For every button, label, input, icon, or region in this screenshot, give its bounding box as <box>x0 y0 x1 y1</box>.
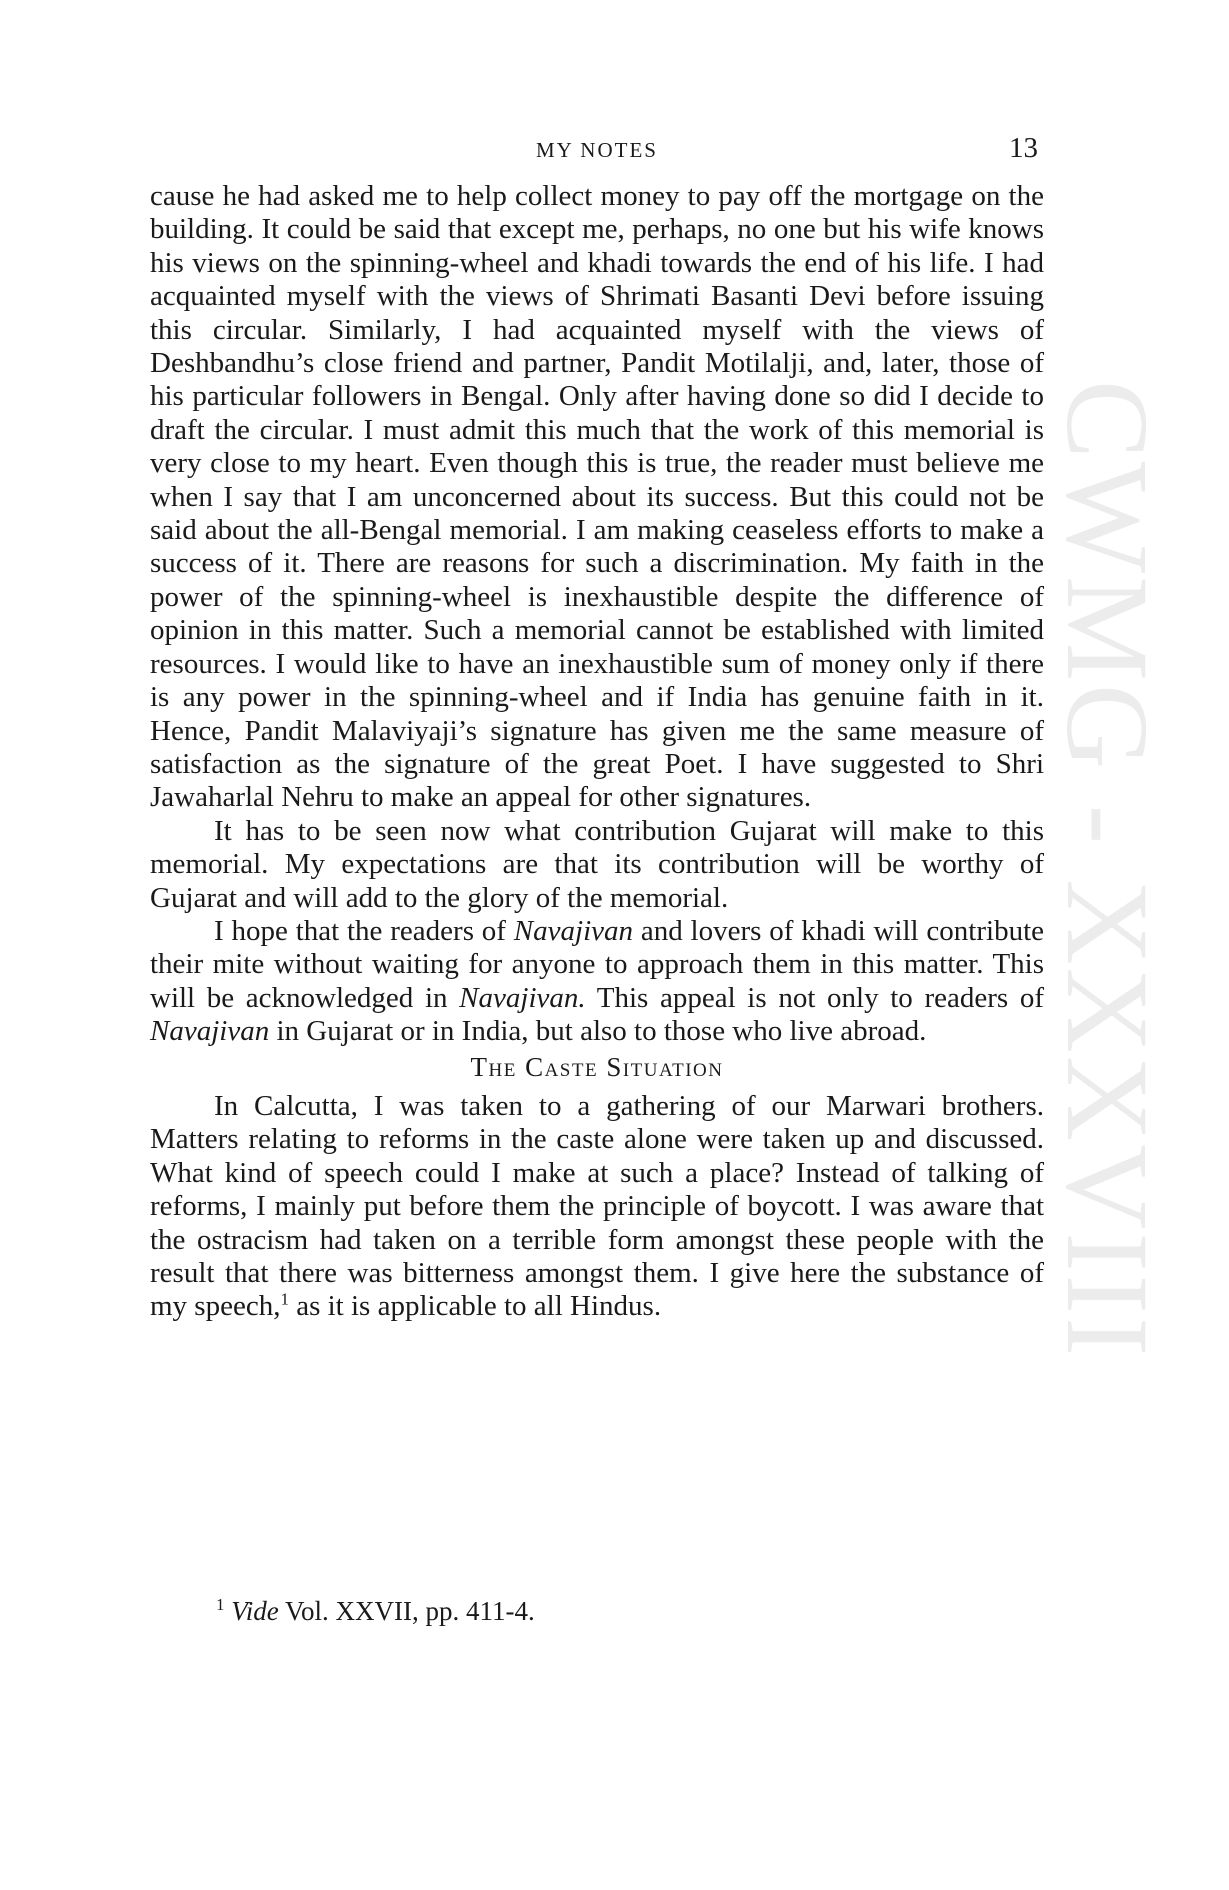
appeal-text-1: I hope that the readers of <box>214 914 514 947</box>
running-head <box>150 132 1044 172</box>
navajivan-title-3: Navajivan <box>150 1015 270 1048</box>
paragraph-caste-situation <box>150 1090 1044 1324</box>
page-number: 13 <box>1009 132 1038 164</box>
caste-text-tail: as it is applicable to all Hindus. <box>288 1290 662 1323</box>
appeal-text-3: This appeal is not only to readers of <box>585 981 1044 1014</box>
footnote <box>216 1596 535 1627</box>
appeal-text-4: in Gujarat or in India, but also to those who live abroad. <box>269 1015 927 1048</box>
footnote-vide: Vide <box>231 1596 279 1626</box>
footnote-citation: Vol. XXVII, pp. 411-4. <box>278 1596 535 1626</box>
watermark-text: CWMG - XXXVIII <box>1042 380 1173 1360</box>
footnote-marker: 1 <box>216 1595 225 1614</box>
paragraph-memorial-continuation: cause he had asked me to help collect money to pay off the mortgage on the building. It could be said that except me, perhaps, no one but his wife knows his views on the spinning-wheel and khadi towards the end of his life. I had acquainted myself with the views of Shrimati Basanti Devi before issuing this circular. Similarly, I had acquainted myself with the views of Deshbandhu’s close friend and partner, Pandit Motilalji, and, later, those of his particular followers in Bengal. Only after having done so did I decide to draft the circular. I must admit this much that the work of this memorial is very close to my heart. Even though this is true, the reader must believe me when I say that I am unconcerned about its success. But this could not be said about the all-Bengal memorial. I am making ceaseless efforts to make a success of it. There are reasons for such a discrimination. My faith in the power of the spinning-wheel is inexhaustible despite the difference of opinion in this matter. Such a memorial cannot be established with limited resources. I would like to have an inexhaustible sum of money only if there is any power in the spinning-wheel and if India has genuine faith in it. Hence, Pandit Malaviyaji’s signature has given me the same measure of satisfaction as the signature of the great Poet. I have suggested to Shri Jawaharlal Nehru to make an appeal for other signatures. <box>150 180 1044 814</box>
watermark <box>1042 380 1180 1520</box>
section-heading: The Caste Situation <box>470 1051 724 1082</box>
body-text <box>150 180 1044 1324</box>
caste-text: In Calcutta, I was taken to a gathering of our Marwari brothers. Matters relating to reforms in the caste alone were taken up and discussed. What kind of speech could I make at such a place? Instead of talking of reforms, I mainly put before them the principle of boycott. I was aware that the ostracism had taken on a terrible form amongst these people with the result that there was bitterness amongst them. I give here the substance of my speech, <box>150 1089 1044 1323</box>
footnote-reference: 1 <box>280 1289 289 1309</box>
paragraph-gujarat-contribution: It has to be seen now what contribution Gujarat will make to this memorial. My expectations are that its contribution will be worthy of Gujarat and will add to the glory of the memorial. <box>150 814 1044 914</box>
running-title: MY NOTES <box>536 138 658 162</box>
navajivan-title-2: Navajivan. <box>459 981 586 1014</box>
paragraph-appeal <box>150 915 1044 1049</box>
navajivan-title-1: Navajivan <box>513 914 633 947</box>
appeal-text-2: and lovers of khadi will contribute their mite without waiting for anyone to approach them in this matter. This will be acknowledged in <box>150 914 1044 1014</box>
